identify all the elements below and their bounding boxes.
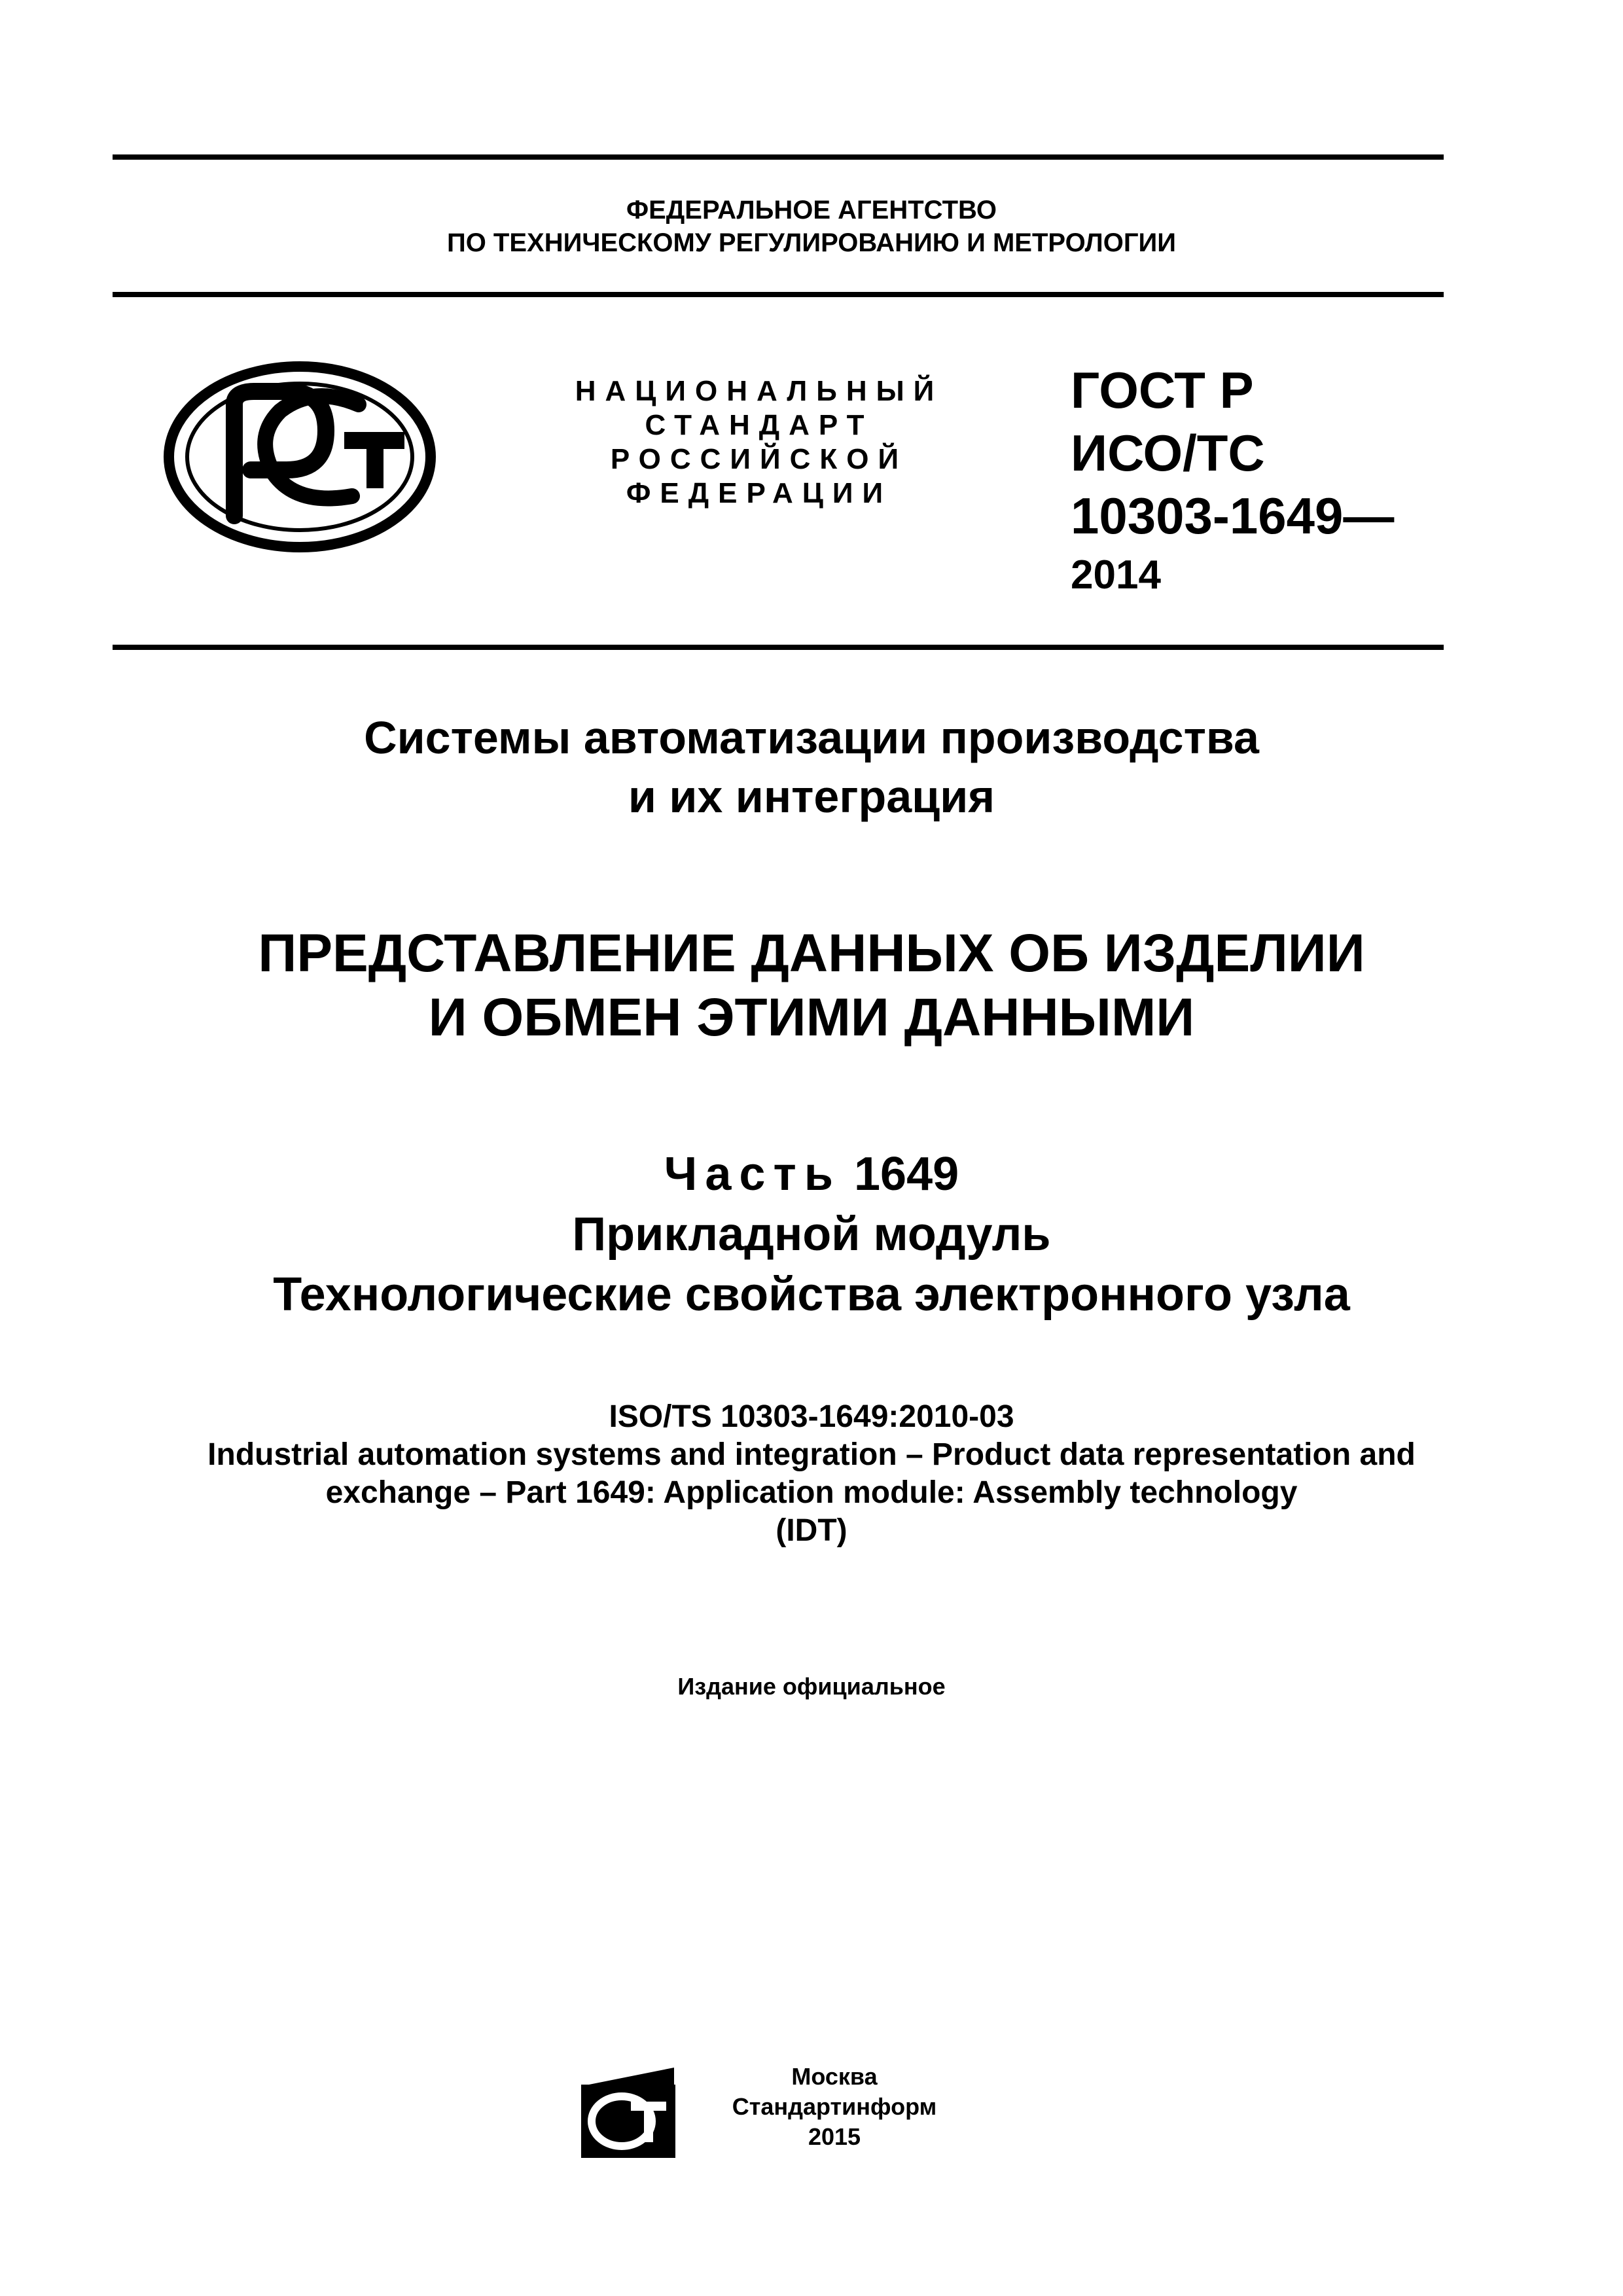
iso-line-4: (IDT)	[776, 1513, 847, 1548]
subject-line-2: и их интеграция	[628, 771, 995, 822]
publisher-info	[717, 2062, 952, 2152]
publisher-city: Москва	[791, 2063, 878, 2090]
part-line-3: Технологические свойства электронного узла	[273, 1268, 1350, 1321]
national-line-4: ФЕДЕРАЦИИ	[626, 477, 893, 509]
national-line-2: СТАНДАРТ	[645, 409, 874, 441]
top-rule	[113, 154, 1444, 160]
designation-line-2: ИСО/ТС	[1071, 424, 1265, 482]
agency-line-2: ПО ТЕХНИЧЕСКОМУ РЕГУЛИРОВАНИЮ И МЕТРОЛОГИИ	[446, 228, 1177, 257]
subject-heading	[0, 708, 1623, 826]
title-line-2: И ОБМЕН ЭТИМИ ДАННЫМИ	[428, 988, 1195, 1047]
agency-line-1: ФЕДЕРАЛЬНОЕ АГЕНТСТВО	[626, 196, 997, 224]
iso-line-1: ISO/TS 10303-1649:2010-03	[609, 1399, 1014, 1434]
publisher-year: 2015	[808, 2123, 861, 2150]
part-number: 1649	[854, 1148, 959, 1200]
standartinform-logo-icon	[576, 2065, 681, 2163]
agency-rule	[113, 292, 1444, 297]
part-line-1	[0, 1144, 1623, 1204]
designation-year: 2014	[1071, 552, 1161, 598]
header-bottom-rule	[113, 645, 1444, 650]
iso-line-3: exchange – Part 1649: Application module: Assembly technology	[325, 1475, 1298, 1510]
document-title	[0, 922, 1623, 1050]
standard-designation	[1071, 359, 1394, 603]
part-label: Часть	[664, 1148, 841, 1200]
part-heading	[0, 1144, 1623, 1325]
iso-reference	[0, 1398, 1623, 1550]
publisher-name: Стандартинформ	[732, 2093, 937, 2120]
national-line-3: РОССИЙСКОЙ	[610, 443, 908, 475]
designation-line-1: ГОСТ Р	[1071, 361, 1254, 419]
subject-line-1: Системы автоматизации производства	[364, 712, 1259, 763]
rst-mark-icon	[162, 359, 437, 555]
national-line-1: НАЦИОНАЛЬНЫЙ	[575, 375, 944, 407]
title-line-1: ПРЕДСТАВЛЕНИЕ ДАННЫХ ОБ ИЗДЕЛИИ	[258, 924, 1365, 983]
designation-line-3: 10303-1649—	[1071, 487, 1395, 545]
part-line-2: Прикладной модуль	[572, 1208, 1051, 1261]
iso-line-2: Industrial automation systems and integration – Product data representation and	[207, 1437, 1416, 1472]
agency-header	[0, 194, 1623, 259]
national-standard-label	[533, 374, 985, 511]
edition-note: Издание официальное	[677, 1673, 946, 1700]
